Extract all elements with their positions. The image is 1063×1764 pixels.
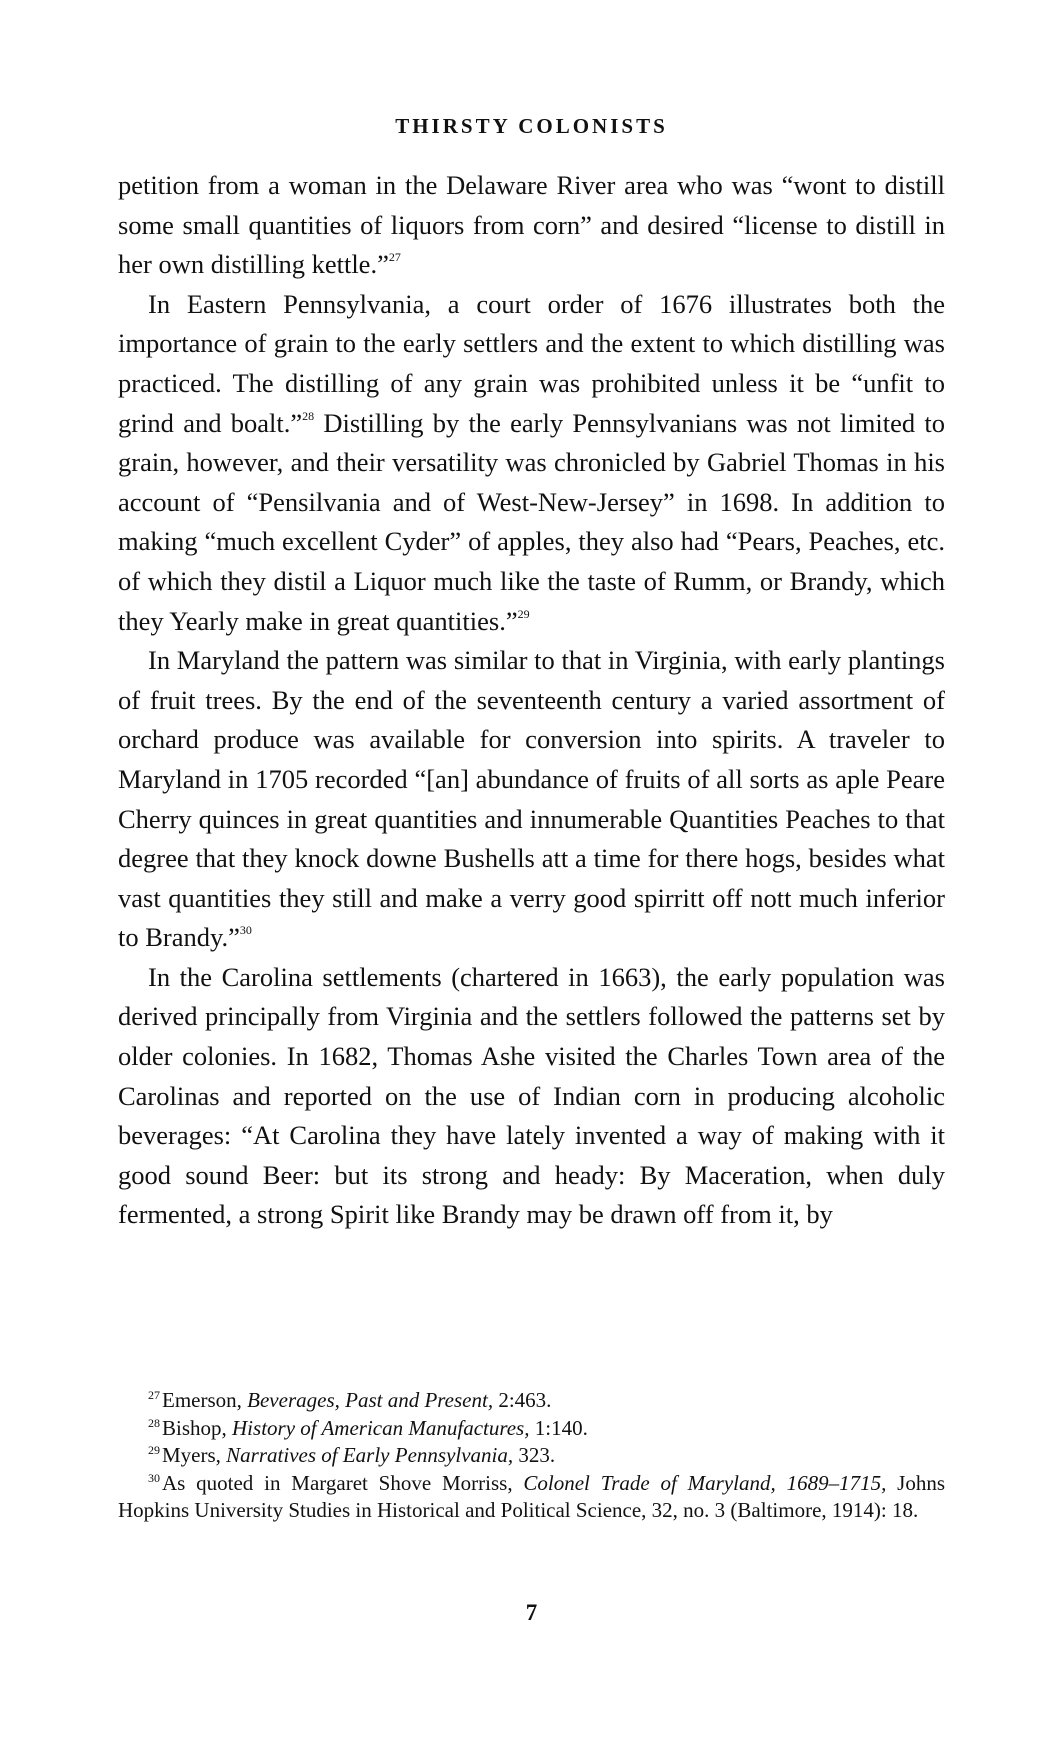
paragraph-maryland [118, 641, 945, 958]
footnote-rest: 2:463. [493, 1388, 552, 1412]
running-head: THIRSTY COLONISTS [395, 114, 668, 138]
footnote-number: 29 [148, 1443, 160, 1457]
footnotes [118, 1387, 945, 1525]
footnote [118, 1442, 945, 1470]
footnote-title: Beverages, Past and Present, [247, 1388, 494, 1412]
paragraph-text: In Eastern Pennsylvania, a court order of 1676 illustrates both the importance of grain to the early settlers and the extent to which distilling was practiced. The distilling of any grain was prohibited unless it be “unfit to grind and boalt.” [118, 288, 945, 438]
paragraph-text: petition from a woman in the Delaware River area who was “wont to distill some small quantities of liquors from corn” and desired “license to distill in her own distilling kettle.” [118, 170, 945, 280]
footnote-title: Narratives of Early Pennsylvania, [226, 1443, 514, 1467]
footnote-ref: 30 [239, 923, 252, 938]
footnote-title: History of American Manufactures, [232, 1415, 530, 1440]
footnote-author: As quoted in Margaret Shove Morriss, [162, 1470, 524, 1495]
footnote-number: 30 [148, 1470, 160, 1485]
footnote-rest: Johns Hopkins University Studies in Historical and Political Science, 32, no. 3 (Baltimore, 1914): 18. [118, 1470, 945, 1522]
paragraph-carolina [118, 958, 945, 1235]
footnote-rest: 1:140. [529, 1415, 588, 1440]
footnote-author: Myers, [162, 1443, 227, 1467]
footnote-ref: 28 [302, 408, 315, 423]
paragraph-text: In Maryland the pattern was similar to that in Virginia, with early plantings of fruit trees. By the end of the seventeenth century a varied assortment of orchard produce was available for conversion into spirits. A traveler to Maryland in 1705 recorded “[an] abundance of fruits of all sorts as aple Peare Cherry quinces in great quantities and innumerable Quantities Peaches to that degree that they knock downe Bushells att a time for there hogs, besides what vast quantities they still and make a verry good spirritt off nott much inferior to Brandy.” [118, 645, 945, 953]
footnote-author: Bishop, [162, 1415, 233, 1440]
page-number: 7 [525, 1600, 538, 1625]
footnote-number: 27 [148, 1388, 160, 1402]
footnote-title: Colonel Trade of Maryland, 1689–1715, [523, 1470, 887, 1495]
body-text [118, 166, 945, 1235]
footnote-ref: 27 [388, 250, 401, 265]
footnote [118, 1387, 945, 1415]
paragraph-pennsylvania [118, 285, 945, 641]
footnote-rest: 323. [513, 1443, 556, 1467]
paragraph-text: In the Carolina settlements (chartered in 1663), the early population was derived principally from Virginia and the settlers followed the patterns set by older colonies. In 1682, Thomas Ashe visited the Charles Town area of the Carolinas and reported on the use of Indian corn in producing alcoholic beverages: “At Carolina they have lately invented a way of making with it good sound Beer: but its strong and heady: By Maceration, when duly fermented, a strong Spirit like Brandy may be drawn off from it, by [118, 961, 945, 1230]
footnote [118, 1470, 945, 1525]
book-page [118, 0, 945, 1764]
footnote-ref: 29 [517, 606, 530, 621]
footnote [118, 1415, 945, 1443]
paragraph-continued [118, 166, 945, 285]
paragraph-text: Distilling by the early Pennsylvanians was not limited to grain, however, and their versatility was chronicled by Gabriel Thomas in his account of “Pensilvania and of West-New-Jersey” in 1698. In addition to making “much excellent Cyder” of apples, they also had “Pears, Peaches, etc. of which they distil a Liquor much like the taste of Rumm, or Brandy, which they Yearly make in great quantities.” [118, 407, 945, 636]
footnote-number: 28 [148, 1415, 160, 1430]
footnote-author: Emerson, [162, 1388, 248, 1412]
